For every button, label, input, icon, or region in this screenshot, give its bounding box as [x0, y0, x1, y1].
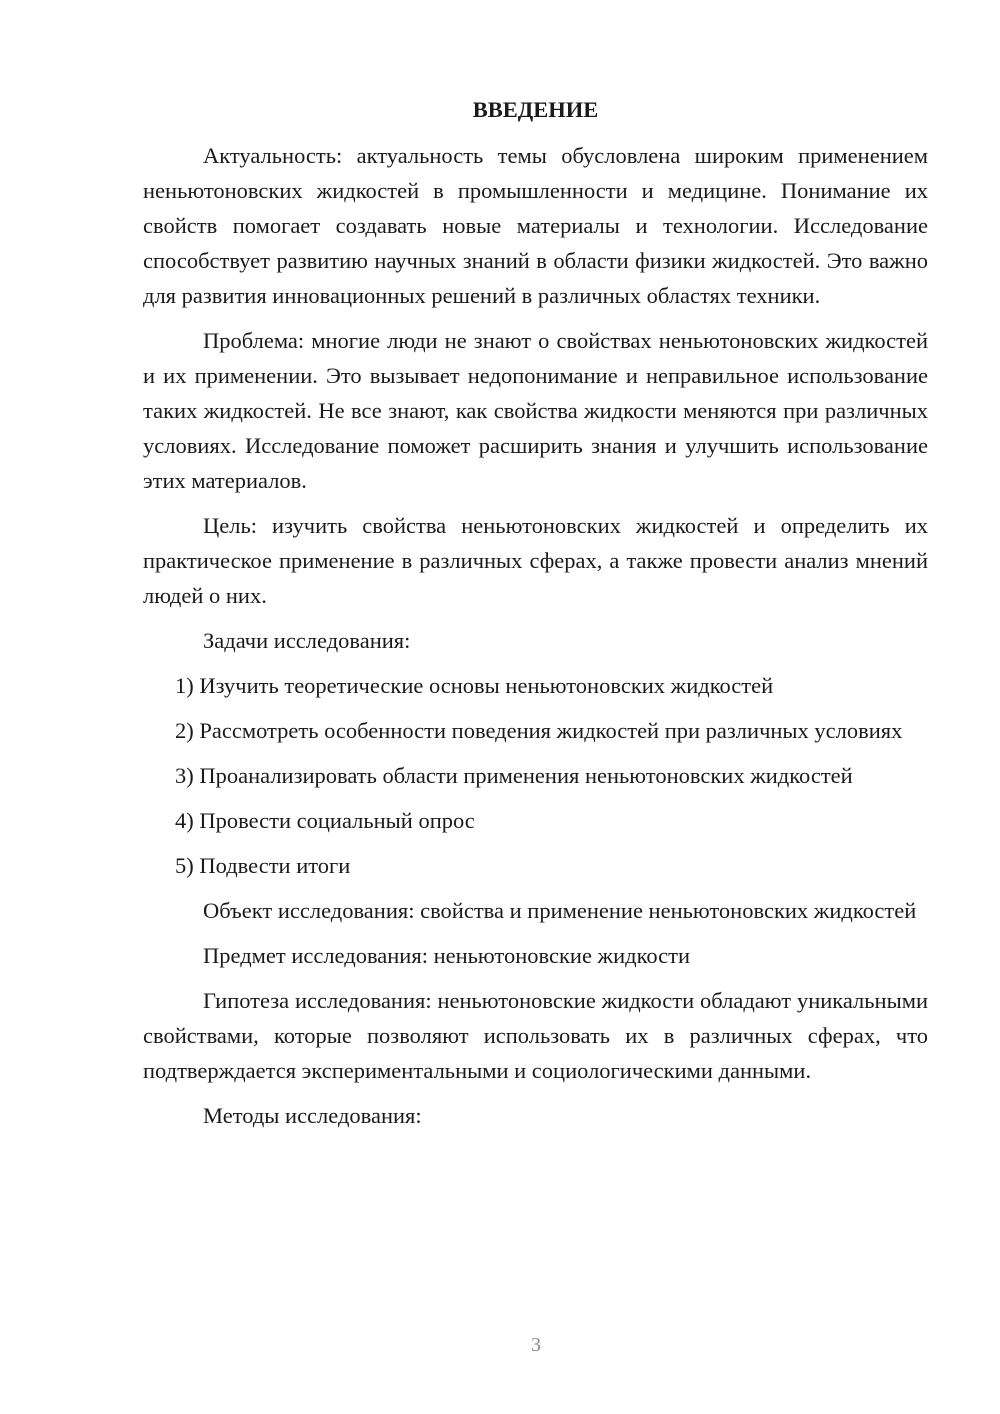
- task-item-2: 2) Рассмотреть особенности поведения жидкостей при различных условиях: [175, 718, 903, 743]
- problem-paragraph: Проблема: многие люди не знают о свойствах неньютоновских жидкостей и их применении. Это вызывает недопонимание и неправильное использование таких жидкостей. Не все знают, как свойства жидкости меняются при различных условиях. Исследование поможет расширить знания и улучшить использование этих материалов.: [143, 328, 928, 493]
- relevance-paragraph: Актуальность: актуальность темы обусловлена широким применением неньютоновских жидкостей в промышленности и медицине. Понимание их свойств помогает создавать новые материалы и технологии. Исследование способствует развитию научных знаний в области физики жидкостей. Это важно для развития инновационных решений в различных областях техники.: [143, 143, 928, 308]
- task-item-5: 5) Подвести итоги: [175, 853, 351, 878]
- hypothesis-paragraph: Гипотеза исследования: неньютоновские жидкости обладают уникальными свойствами, которые позволяют использовать их в различных сферах, что подтверждается экспериментальными и социологическими данными.: [143, 988, 928, 1083]
- tasks-heading: Задачи исследования:: [203, 628, 411, 653]
- page-number: 3: [531, 1334, 541, 1356]
- methods-heading: Методы исследования:: [203, 1103, 422, 1128]
- task-item-1: 1) Изучить теоретические основы неньютоновских жидкостей: [175, 673, 774, 698]
- task-item-4: 4) Провести социальный опрос: [175, 808, 475, 833]
- section-title: ВВЕДЕНИЕ: [472, 97, 599, 122]
- goal-paragraph: Цель: изучить свойства неньютоновских жидкостей и определить их практическое применение в различных сферах, а также провести анализ мнений людей о них.: [143, 513, 928, 608]
- task-item-3: 3) Проанализировать области применения неньютоновских жидкостей: [175, 763, 853, 788]
- page-content: [143, 92, 928, 1143]
- subject-paragraph: Предмет исследования: неньютоновские жидкости: [203, 943, 691, 968]
- object-paragraph: Объект исследования: свойства и применение неньютоновских жидкостей: [203, 898, 917, 923]
